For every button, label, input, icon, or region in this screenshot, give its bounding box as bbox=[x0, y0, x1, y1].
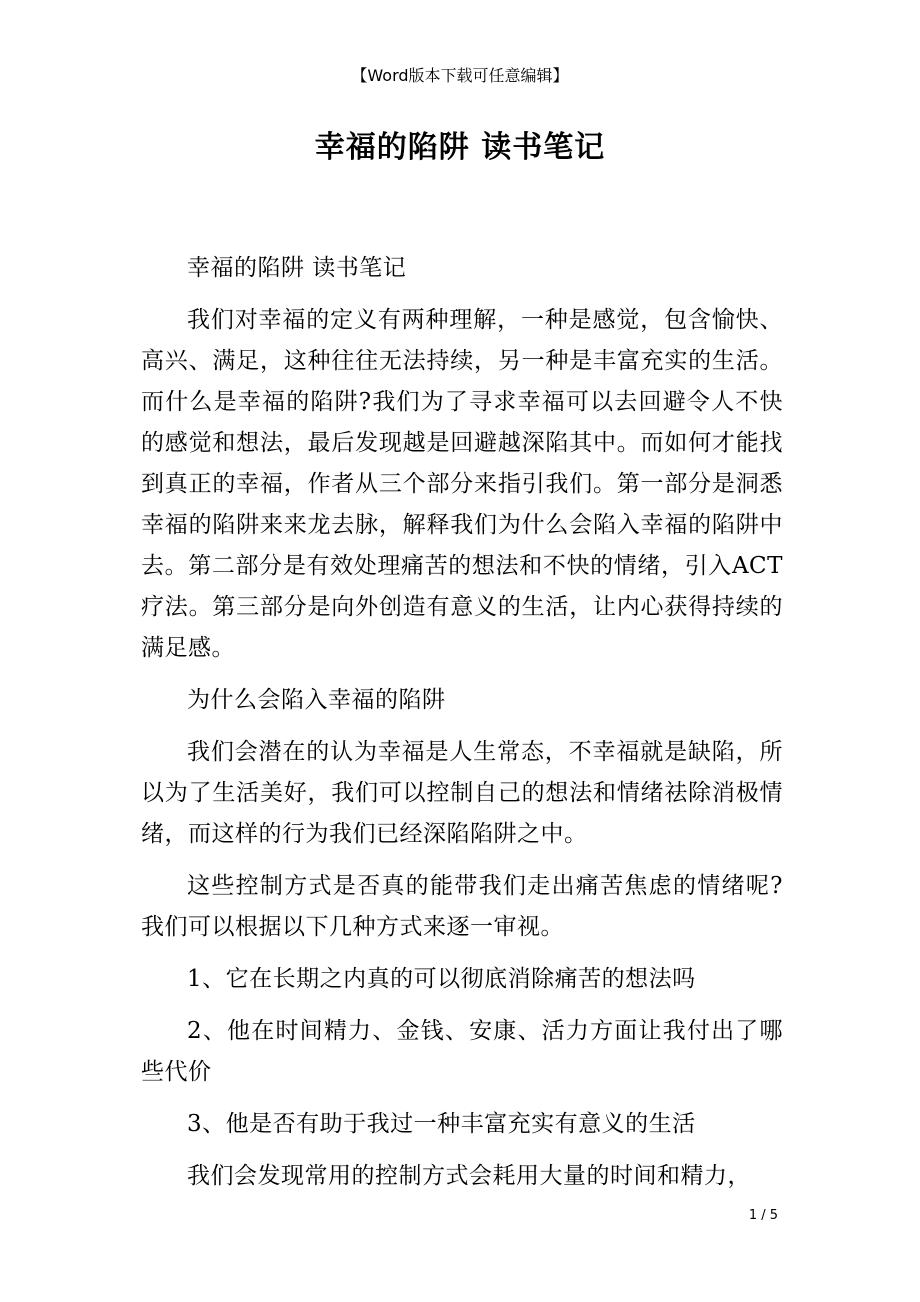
paragraph-section-heading: 为什么会陷入幸福的陷阱 bbox=[187, 687, 446, 713]
list-item-1: 1、它在长期之内真的可以彻底消除痛苦的想法吗 bbox=[187, 966, 696, 992]
download-note: 【Word版本下载可任意编辑】 bbox=[351, 66, 569, 85]
page-number: 1 / 5 bbox=[748, 1208, 778, 1223]
document-body bbox=[141, 248, 783, 1208]
document-title: 幸福的陷阱 读书笔记 bbox=[314, 130, 606, 165]
paragraph-question: 这些控制方式是否真的能带我们走出痛苦焦虑的情绪呢?我们可以根据以下几种方式来逐一审视。 bbox=[141, 873, 783, 940]
paragraph-subtitle: 幸福的陷阱 读书笔记 bbox=[187, 255, 407, 281]
list-item-3: 3、他是否有助于我过一种丰富充实有意义的生活 bbox=[187, 1111, 696, 1137]
paragraph-reason: 我们会潜在的认为幸福是人生常态，不幸福就是缺陷，所以为了生活美好，我们可以控制自己的想法和情绪祛除消极情绪，而这样的行为我们已经深陷陷阱之中。 bbox=[141, 739, 783, 847]
list-item-2: 2、他在时间精力、金钱、安康、活力方面让我付出了哪些代价 bbox=[141, 1018, 783, 1085]
paragraph-intro: 我们对幸福的定义有两种理解，一种是感觉，包含愉快、高兴、满足，这种往往无法持续，另一种是丰富充实的生活。而什么是幸福的陷阱?我们为了寻求幸福可以去回避令人不快的感觉和想法，最后发现越是回避越深陷其中。而如何才能找到真正的幸福，作者从三个部分来指引我们。第一部分是洞悉幸福的陷阱来来龙去脉，解释我们为什么会陷入幸福的陷阱中去。第二部分是有效处理痛苦的想法和不快的情绪，引入ACT疗法。第三部分是向外创造有意义的生活，让内心获得持续的满足感。 bbox=[141, 307, 783, 661]
paragraph-conclusion: 我们会发现常用的控制方式会耗用大量的时间和精力， bbox=[187, 1163, 751, 1189]
